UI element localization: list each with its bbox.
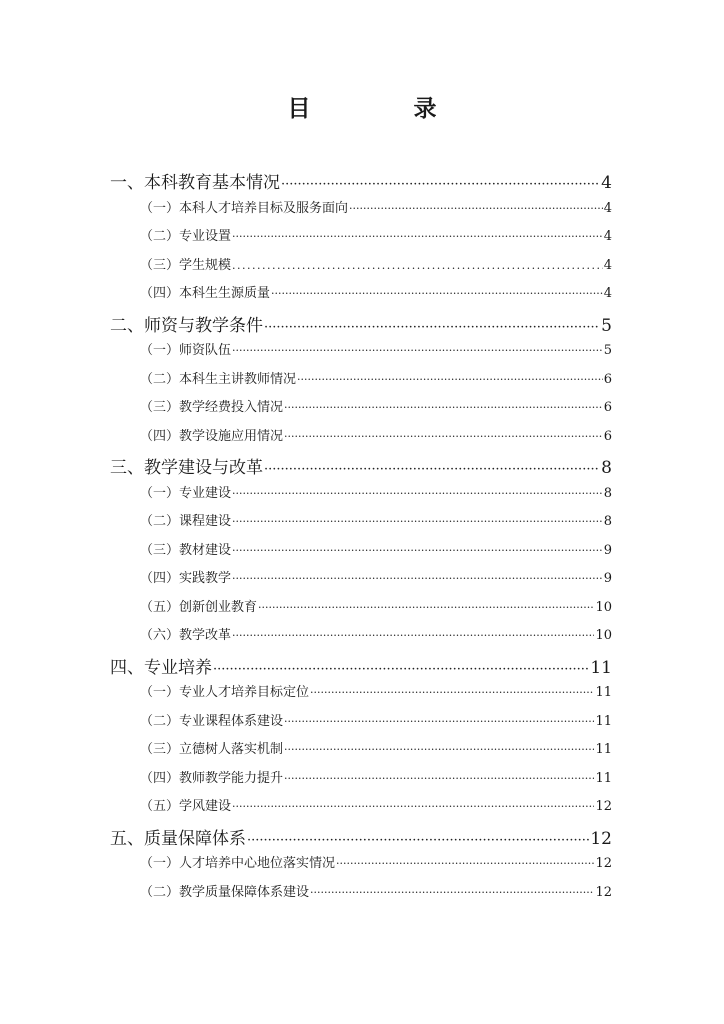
toc-page-number: 11: [595, 742, 612, 757]
toc-dot-leader: [258, 601, 594, 614]
toc-subsection-entry[interactable]: [140, 368, 612, 387]
toc-dot-leader: [284, 772, 594, 785]
toc-subsection-entry[interactable]: [140, 767, 612, 786]
toc-subsection-entry[interactable]: [140, 596, 612, 615]
toc-entry-title: 一、本科教育基本情况: [110, 173, 280, 193]
toc-dot-leader: [284, 743, 594, 756]
toc-subsection-entry[interactable]: [140, 197, 612, 216]
toc-dot-leader: [271, 287, 603, 300]
toc-dot-leader: [310, 686, 594, 699]
toc-dot-leader: [297, 373, 603, 386]
toc-entry-title: （三）学生规模: [140, 257, 232, 273]
toc-page-number: 9: [603, 542, 612, 558]
toc-page-number: 12: [590, 828, 612, 849]
toc-dot-leader: [232, 544, 603, 557]
toc-page-number: 8: [603, 485, 612, 501]
toc-page-number: 11: [590, 657, 612, 678]
toc-entry-title: （三）教学经费投入情况: [140, 400, 284, 415]
toc-subsection-entry[interactable]: [140, 396, 612, 415]
toc-page-number: 9: [603, 571, 612, 586]
toc-section-entry[interactable]: [110, 453, 612, 478]
toc-page-number: 4: [601, 173, 612, 193]
toc-dot-leader: [247, 833, 589, 848]
toc-dot-leader: [232, 259, 603, 272]
toc-page-number: 12: [595, 799, 612, 814]
toc-page-number: 4: [603, 286, 612, 301]
toc-entry-title: （一）本科人才培养目标及服务面向: [140, 200, 349, 216]
toc-page-number: 11: [595, 685, 612, 700]
toc-entry-title: 二、师资与教学条件: [110, 315, 263, 336]
toc-subsection-entry[interactable]: [140, 539, 612, 558]
toc-subsection-entry[interactable]: [140, 795, 612, 814]
toc-entry-title: （四）实践教学: [140, 571, 232, 586]
toc-page-number: 6: [603, 400, 612, 415]
toc-section-entry[interactable]: [110, 311, 612, 336]
toc-entry-title: （四）本科生生源质量: [140, 286, 271, 301]
toc-page-number: 5: [603, 343, 612, 358]
toc-dot-leader: [349, 202, 603, 215]
toc-dot-leader: [284, 401, 603, 414]
toc-entry-title: 三、教学建设与改革: [110, 458, 263, 478]
toc-entry-title: （三）教材建设: [140, 542, 232, 558]
toc-dot-leader: [336, 857, 594, 870]
toc-dot-leader: [232, 515, 603, 528]
toc-dot-leader: [264, 320, 600, 335]
toc-subsection-entry[interactable]: [140, 681, 612, 700]
toc-subsection-entry[interactable]: [140, 225, 612, 244]
toc-dot-leader: [232, 344, 603, 357]
toc-subsection-entry[interactable]: [140, 482, 612, 501]
toc-subsection-entry[interactable]: [140, 425, 612, 444]
toc-subsection-entry[interactable]: [140, 881, 612, 900]
toc-page-number: 4: [603, 200, 612, 216]
toc-page-number: 8: [601, 458, 612, 478]
toc-page-number: 4: [603, 257, 612, 273]
toc-dot-leader: [232, 800, 594, 813]
toc-dot-leader: [281, 177, 600, 192]
toc-dot-leader: [264, 462, 600, 477]
toc-entry-title: （二）专业设置: [140, 229, 232, 244]
toc-subsection-entry[interactable]: [140, 852, 612, 871]
toc-page-number: 11: [595, 713, 612, 729]
toc-entry-title: （二）专业课程体系建设: [140, 713, 284, 729]
toc-page-number: 10: [595, 599, 612, 615]
toc-entry-title: （二）教学质量保障体系建设: [140, 884, 310, 900]
toc-entry-title: （一）人才培养中心地位落实情况: [140, 856, 336, 871]
toc-dot-leader: [232, 572, 603, 585]
toc-page-number: 5: [601, 315, 612, 336]
toc-entry-title: （四）教学设施应用情况: [140, 428, 284, 444]
toc-entry-title: （一）专业建设: [140, 485, 232, 501]
toc-page-number: 8: [603, 514, 612, 529]
toc-page-number: 6: [603, 428, 612, 444]
toc-page-number: 4: [603, 229, 612, 244]
toc-section-entry[interactable]: [110, 653, 612, 678]
toc-entry-title: （五）创新创业教育: [140, 599, 258, 615]
toc-entry-title: （一）专业人才培养目标定位: [140, 685, 310, 700]
toc-dot-leader: [310, 886, 594, 899]
toc-dot-leader: [232, 230, 603, 243]
toc-entry-title: （六）教学改革: [140, 628, 232, 643]
toc-page-number: 10: [595, 628, 612, 643]
toc-subsection-entry[interactable]: [140, 710, 612, 729]
toc-section-entry[interactable]: [110, 168, 612, 193]
toc-subsection-entry[interactable]: [140, 624, 612, 643]
toc-entry-title: 四、专业培养: [110, 657, 212, 678]
toc-subsection-entry[interactable]: [140, 339, 612, 358]
toc-page-number: 12: [595, 856, 612, 871]
toc-entry-title: （四）教师教学能力提升: [140, 770, 284, 786]
toc-page-number: 11: [595, 770, 612, 786]
toc-page-number: 12: [595, 884, 612, 900]
toc-entry-title: （三）立德树人落实机制: [140, 742, 284, 757]
toc-section-entry[interactable]: [110, 824, 612, 849]
toc-entry-title: （二）课程建设: [140, 514, 232, 529]
toc-subsection-entry[interactable]: [140, 738, 612, 757]
toc-entry-title: （一）师资队伍: [140, 343, 232, 358]
toc-entry-title: 五、质量保障体系: [110, 828, 246, 849]
toc-entry-title: （二）本科生主讲教师情况: [140, 371, 297, 387]
toc-dot-leader: [232, 629, 594, 642]
toc-subsection-entry[interactable]: [140, 282, 612, 301]
toc-entry-title: （五）学风建设: [140, 799, 232, 814]
toc-dot-leader: [232, 487, 603, 500]
toc-dot-leader: [284, 715, 594, 728]
toc-subsection-entry[interactable]: [140, 510, 612, 529]
toc-subsection-entry[interactable]: [140, 567, 612, 586]
toc-dot-leader: [213, 662, 589, 677]
toc-page-number: 6: [603, 371, 612, 387]
page-title: 目 录: [287, 96, 477, 122]
toc-subsection-entry[interactable]: [140, 254, 612, 273]
toc-dot-leader: [284, 430, 603, 443]
